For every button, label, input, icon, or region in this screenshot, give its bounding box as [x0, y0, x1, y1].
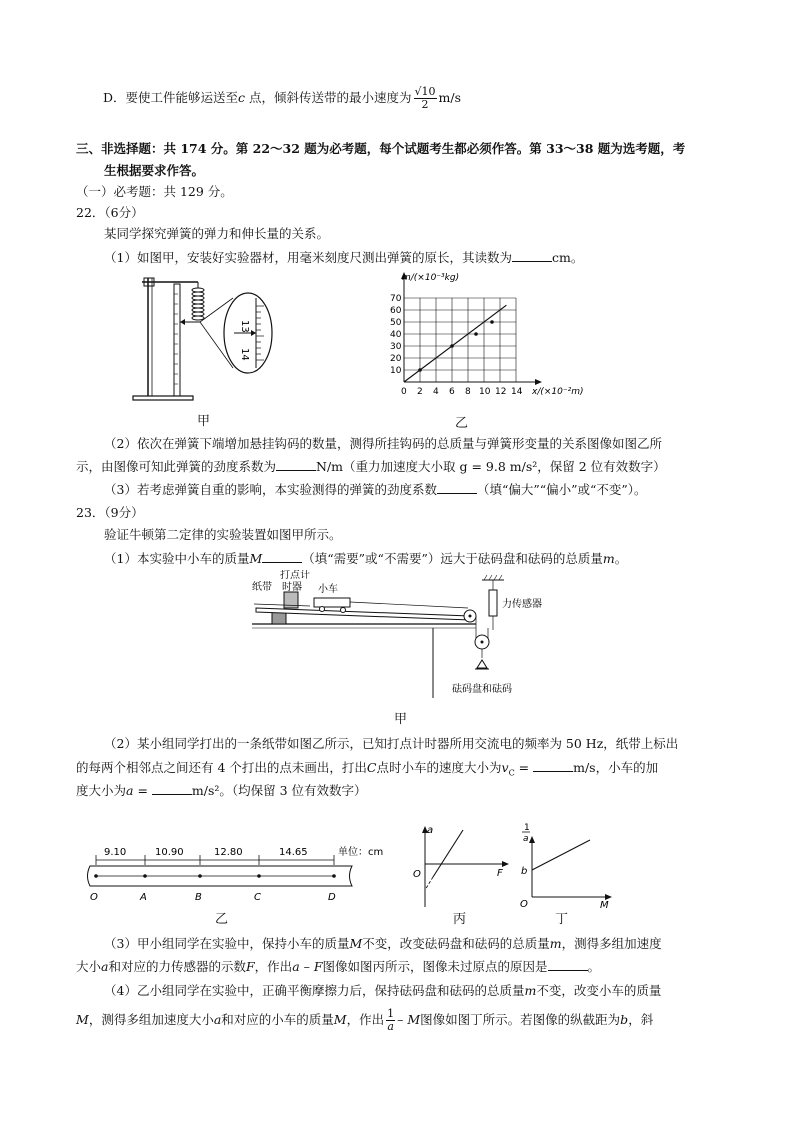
cart-apparatus-figure: [248, 570, 548, 705]
x-tick-label: 0: [401, 387, 407, 397]
tape-point-A: A: [140, 892, 147, 903]
y-tick-label: 40: [390, 330, 402, 340]
frac-den: 2: [421, 98, 429, 111]
tape-seg-2: 10.90: [155, 847, 184, 858]
q23-p2-line3: [76, 782, 367, 800]
frac-den: a: [387, 1020, 394, 1033]
var-F: F: [245, 959, 255, 974]
q22-p3-text: （3）若考虑弹簧自重的影响，本实验测得的弹簧的劲度系数: [104, 482, 437, 497]
q23-p4-line2-after: 图像如图丁所示。若图像的纵截距为: [420, 1012, 621, 1027]
ding-intercept: b: [521, 866, 528, 877]
x-tick-label: 2: [417, 387, 423, 397]
label-tape: 纸带: [252, 582, 272, 593]
var-m: m: [524, 983, 537, 998]
q23-p4-line2: [76, 1008, 653, 1033]
bing-y-label: a: [427, 825, 434, 836]
q22-p1-text: （1）如图甲，安装好实验器材，用毫米刻度尺测出弹簧的原长，其读数为: [104, 250, 512, 265]
y-tick-label: 60: [390, 306, 402, 316]
y-tick-label: 50: [390, 318, 402, 328]
q23-p2-line3-text: 度大小为: [76, 783, 127, 798]
tape-point-D: D: [328, 892, 336, 903]
data-point: [474, 332, 478, 336]
option-d-middle: 点，倾斜传送带的最小速度为: [245, 90, 412, 105]
tape-seg-1: 9.10: [104, 847, 127, 858]
q22-p1: [104, 249, 583, 267]
q23-p4-line2-end: ，斜: [628, 1012, 654, 1027]
answer-blank[interactable]: [262, 550, 302, 563]
frac-num: √10: [414, 85, 436, 98]
y-tick-label: 20: [390, 354, 402, 364]
option-d-unit: m/s: [438, 90, 462, 105]
x-tick-label: 4: [433, 387, 439, 397]
chart-x-label: x/(×10⁻²m): [532, 387, 584, 397]
data-point: [418, 368, 422, 372]
x-tick-label: 12: [495, 387, 507, 397]
q23-p1-end: 。: [614, 551, 628, 566]
section3-line2: 生根据要求作答。: [104, 163, 205, 178]
a-f-graph: [405, 822, 515, 912]
var-a: a: [126, 783, 134, 798]
x-tick-label: 6: [449, 387, 455, 397]
ruler-tick-14: 14: [239, 348, 250, 361]
eq-sign: =: [133, 783, 152, 798]
chart-marks: [404, 305, 506, 382]
q22-p2-line2: [76, 458, 666, 476]
inverse-a-fraction: [386, 1008, 395, 1033]
tape-point-O: O: [90, 892, 98, 903]
label-timer-top: 打点计: [280, 570, 310, 581]
ruler-tick-13: 13: [239, 320, 250, 333]
expr-a-f: a – F: [292, 959, 323, 974]
q23-intro: 验证牛顿第二定律的实验装置如图甲所示。: [104, 527, 342, 542]
var-M: M: [349, 936, 363, 951]
q23-p2-mid: 点时小车的速度大小为: [376, 760, 502, 775]
label-weights: 砝码盘和砝码: [452, 684, 512, 695]
q22-p2-line1: （2）依次在弹簧下端增加悬挂钩码的数量，测得所挂钩码的总质量与弹簧形变量的关系图像如图乙所: [104, 436, 662, 451]
y-tick-label: 70: [390, 294, 402, 304]
eq-sign: =: [514, 760, 534, 775]
inverse-a-m-graph: [512, 822, 622, 912]
q22-p1-unit: cm。: [551, 250, 584, 265]
frac-num: 1: [387, 1007, 395, 1020]
var-a: a: [213, 1012, 222, 1027]
q23-fig-yi-label: 乙: [215, 912, 229, 927]
var-b: b: [620, 1012, 629, 1027]
chart-y-label: m/(×10⁻³kg): [402, 273, 460, 283]
q23-p4-line2-mid3: ，作出: [346, 1012, 385, 1027]
q23-p3-end: ，测得多组加速度: [561, 936, 662, 951]
x-tick-label: 14: [511, 387, 523, 397]
q23-p2-line3-after: m/s²。（均保留 3 位有效数字）: [191, 783, 367, 798]
q23-p3-text: （3）甲小组同学在实验中，保持小车的质量: [104, 936, 350, 951]
subsection1: （一）必考题：共 129 分。: [76, 184, 233, 199]
q23-fig-bing-label: 丙: [453, 912, 467, 927]
spring-apparatus-figure: [128, 268, 288, 408]
tape-point-C: C: [254, 892, 261, 903]
q22-p3: [104, 481, 647, 499]
var-v: v: [501, 760, 509, 775]
q22-p2-text: 示，由图像可知此弹簧的劲度系数为: [76, 459, 277, 474]
spring-chart: [362, 270, 622, 410]
q23-p3-line2-mid2: ，作出: [254, 959, 293, 974]
var-v-sub: C: [508, 768, 515, 778]
q23-p1-text: （1）本实验中小车的质量: [104, 551, 250, 566]
q22-fig-yi-label: 乙: [455, 416, 469, 431]
var-m: m: [602, 551, 615, 566]
q23-p3-line2-after: 图像如图丙所示，图像未过原点的原因是: [322, 959, 548, 974]
q22-p2-after: N/m（重力加速度大小取 g = 9.8 m/s²，保留 2 位有效数字）: [316, 459, 666, 474]
option-d-prefix: D．要使工件能够运送至: [103, 90, 239, 105]
ding-y-num: 1: [524, 823, 530, 833]
ding-origin: O: [520, 899, 528, 910]
tape-figure: [82, 840, 402, 910]
q23-p3-line2-text: 大小: [76, 959, 102, 974]
q23-p3-line2: [76, 958, 600, 976]
q23-p3-mid: 不变，改变砝码盘和砝码的总质量: [362, 936, 550, 951]
q23-p2-text: 的每两个相邻点之间还有 4 个打出的点未画出，打出: [76, 760, 367, 775]
x-axis-arrow: [535, 379, 542, 385]
ding-y-den: a: [523, 834, 529, 844]
q23-p2-line2: [76, 759, 658, 783]
answer-blank[interactable]: [548, 958, 588, 971]
option-d-fraction: [414, 86, 437, 111]
y-tick-label: 10: [390, 366, 402, 376]
section3-line1: 三、非选择题：共 174 分。第 22～32 题为必考题，每个试题考生都必须作答。第 33～38 题为选考题，考: [76, 141, 686, 156]
answer-blank[interactable]: [533, 759, 573, 772]
q22-intro: 某同学探究弹簧的弹力和伸长量的关系。: [104, 226, 330, 241]
bing-x-label: F: [497, 868, 503, 879]
q23-p2-after: m/s，小车的加: [573, 760, 659, 775]
expr-minus-M: – M: [397, 1012, 421, 1027]
x-tick-label: 10: [479, 387, 491, 397]
answer-blank[interactable]: [437, 481, 477, 494]
q23-p3-line2-end: 。: [587, 959, 601, 974]
q23-p1: [104, 550, 627, 568]
q23-fig-ding-label: 丁: [555, 912, 569, 927]
var-M: M: [249, 551, 263, 566]
q22-header: 22．（6分）: [76, 205, 144, 220]
q23-p4-text: （4）乙小组同学在实验中，正确平衡摩擦力后，保持砝码盘和砝码的总质量: [104, 983, 525, 998]
q23-p4-line2-mid2: 和对应的小车的质量: [221, 1012, 334, 1027]
label-cart: 小车: [318, 584, 338, 595]
x-tick-label: 8: [465, 387, 471, 397]
q22-p3-after: （填“偏大”“偏小”或“不变”）。: [476, 482, 647, 497]
bing-origin: O: [413, 869, 421, 880]
label-timer-bottom: 时器: [282, 582, 302, 593]
var-a: a: [101, 959, 109, 974]
q23-p2-line1: （2）某小组同学打出的一条纸带如图乙所示，已知打点计时器所用交流电的频率为 50 Hz，纸带上标出: [104, 736, 679, 751]
q23-p3-line1: [104, 935, 662, 953]
tape-point-B: B: [195, 892, 202, 903]
ding-x-label: M: [600, 900, 609, 911]
q23-p1-after: （填“需要”或“不需要”）远大于砝码盘和砝码的总质量: [302, 551, 603, 566]
var-m: m: [549, 936, 562, 951]
option-d: [103, 86, 461, 111]
answer-blank[interactable]: [276, 458, 316, 471]
answer-blank[interactable]: [512, 249, 552, 262]
option-d-point: c: [238, 90, 246, 105]
data-point: [490, 320, 494, 324]
tape-seg-3: 12.80: [214, 847, 243, 858]
y-tick-label: 30: [390, 342, 402, 352]
tape-seg-4: 14.65: [279, 847, 308, 858]
q22-fig-jia-label: 甲: [197, 414, 211, 429]
var-M: M: [76, 1012, 89, 1027]
tape-unit: 单位：cm: [338, 847, 384, 858]
q23-fig-jia-label: 甲: [394, 712, 408, 727]
label-force-sensor: 力传感器: [502, 599, 542, 610]
var-C: C: [366, 760, 377, 775]
q23-p4-line2-mid1: ，测得多组加速度大小: [88, 1012, 214, 1027]
q23-p4-after: 不变，改变小车的质量: [536, 983, 662, 998]
q23-p3-line2-mid1: 和对应的力传感器的示数: [108, 959, 246, 974]
q23-header: 23．（9分）: [76, 505, 144, 520]
data-point: [450, 344, 454, 348]
var-M: M: [333, 1012, 347, 1027]
q23-p4-line1: [104, 982, 661, 1000]
answer-blank[interactable]: [152, 782, 192, 795]
